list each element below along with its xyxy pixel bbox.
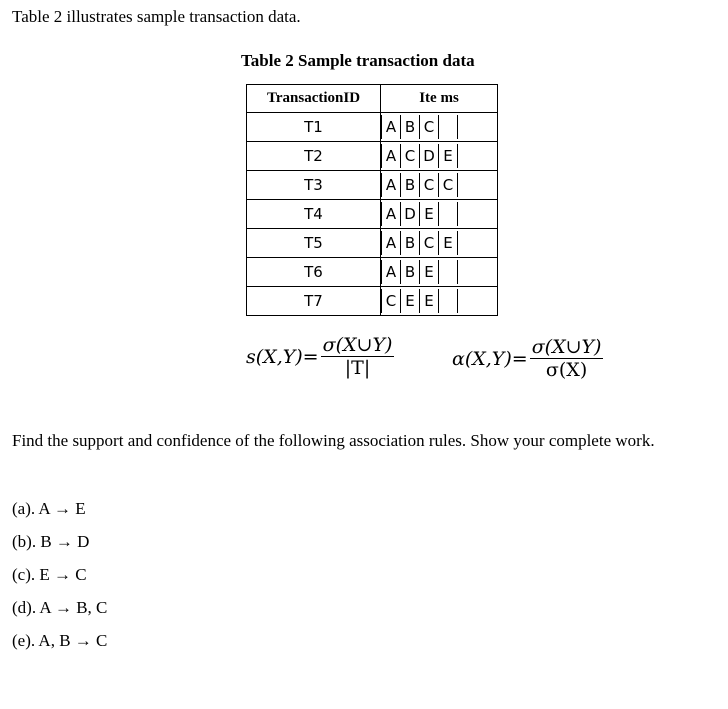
- rule-item: (a). A → E: [12, 499, 86, 518]
- item-box: C: [381, 289, 400, 313]
- empty-item-box: [438, 289, 458, 313]
- transaction-id-cell: T5: [247, 229, 381, 258]
- item-box: D: [400, 202, 419, 226]
- confidence-lhs: α(X,Y)=: [452, 347, 528, 370]
- transaction-id-cell: T4: [247, 200, 381, 229]
- item-box: A: [381, 144, 400, 168]
- item-box: A: [381, 173, 400, 197]
- header-items: Ite ms: [381, 85, 498, 113]
- transaction-id-cell: T2: [247, 142, 381, 171]
- table-caption: Table 2 Sample transaction data: [241, 51, 475, 70]
- rule-item: (b). B → D: [12, 532, 90, 551]
- empty-item-box: [438, 202, 458, 226]
- item-box: A: [381, 202, 400, 226]
- table-row: [247, 258, 498, 287]
- items-cell: [381, 200, 498, 229]
- rule-item: (d). A → B, C: [12, 598, 108, 617]
- item-box: D: [419, 144, 438, 168]
- item-box: C: [419, 173, 438, 197]
- rules-list: [12, 492, 107, 657]
- item-box: B: [400, 231, 419, 255]
- intro-text: Table 2 illustrates sample transaction data.: [12, 7, 301, 26]
- transaction-table: [246, 84, 498, 316]
- item-box: E: [400, 289, 419, 313]
- transaction-id-cell: T1: [247, 113, 381, 142]
- table-row: [247, 200, 498, 229]
- table-row: [247, 287, 498, 316]
- empty-item-box: [438, 260, 458, 284]
- item-box: A: [381, 260, 400, 284]
- confidence-numerator: σ(X∪Y): [531, 336, 602, 358]
- item-box: E: [419, 202, 438, 226]
- table-row: [247, 142, 498, 171]
- item-box: C: [438, 173, 458, 197]
- item-box: E: [438, 231, 458, 255]
- rule-item: (e). A, B → C: [12, 631, 108, 650]
- table-row: [247, 229, 498, 258]
- item-box: E: [419, 289, 438, 313]
- confidence-formula: [452, 336, 603, 381]
- items-cell: [381, 113, 498, 142]
- support-formula: [246, 334, 394, 379]
- items-cell: [381, 287, 498, 316]
- item-box: B: [400, 260, 419, 284]
- empty-item-box: [438, 115, 458, 139]
- header-transaction-id: TransactionID: [247, 85, 381, 113]
- transaction-id-cell: T7: [247, 287, 381, 316]
- transaction-id-cell: T6: [247, 258, 381, 287]
- items-cell: [381, 171, 498, 200]
- item-box: E: [419, 260, 438, 284]
- support-fraction: [321, 334, 395, 379]
- confidence-fraction: [530, 336, 604, 381]
- item-box: E: [438, 144, 458, 168]
- item-box: A: [381, 231, 400, 255]
- items-cell: [381, 229, 498, 258]
- table-row: [247, 113, 498, 142]
- table-row: [247, 171, 498, 200]
- item-box: B: [400, 173, 419, 197]
- item-box: C: [419, 231, 438, 255]
- support-numerator: σ(X∪Y): [322, 334, 393, 356]
- items-cell: [381, 142, 498, 171]
- question-text: Find the support and confidence of the following association rules. Show your complete work.: [12, 431, 655, 450]
- support-lhs: s(X,Y)=: [246, 345, 319, 368]
- transaction-id-cell: T3: [247, 171, 381, 200]
- items-cell: [381, 258, 498, 287]
- item-box: C: [400, 144, 419, 168]
- confidence-denominator: σ(X): [545, 359, 588, 381]
- item-box: C: [419, 115, 438, 139]
- item-box: A: [381, 115, 400, 139]
- support-denominator: |T|: [344, 357, 371, 379]
- item-box: B: [400, 115, 419, 139]
- rule-item: (c). E → C: [12, 565, 87, 584]
